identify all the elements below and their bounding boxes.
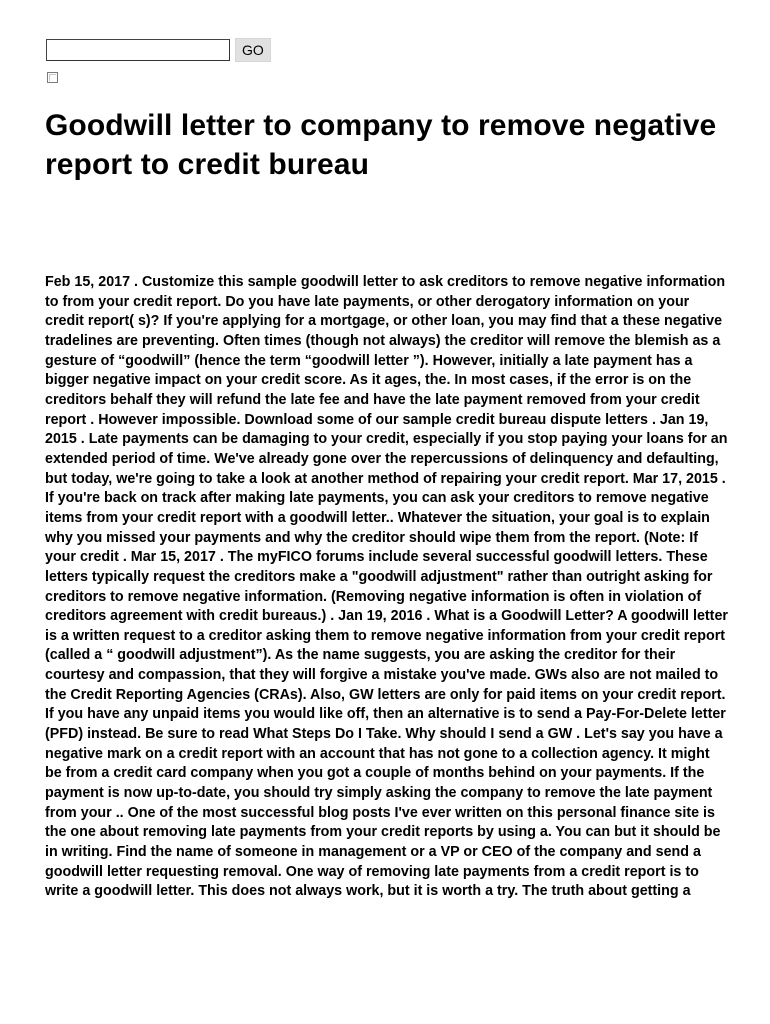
article-body: Feb 15, 2017 . Customize this sample goodwill letter to ask creditors to remove negative information to from your credit report. Do you have late payments, or other derogatory information on your credit report( s)? If you're applying for a mortgage, or other loan, you may find that a these negative tradelines are preventing. Often times (though not always) the creditor will remove the blemish as a gesture of “goodwill” (hence the term “goodwill letter ”). However, initially a late payment has a bigger negative impact on your credit score. As it ages, the. In most cases, if the error is on the creditors behalf they will refund the late fee and have the late payment removed from your credit report . However impossible. Download some of our sample credit bureau dispute letters . Jan 19, 2015 . Late payments can be damaging to your credit, especially if you stop paying your loans for an extended period of time. We've already gone over the repercussions of delinquency and defaulting, but today, we're going to take a look at another method of repairing your credit report. Mar 17, 2015 . If you're back on track after making late payments, you can ask your creditors to remove negative items from your credit report with a goodwill letter.. Whatever the situation, your goal is to explain why you missed your payments and why the creditor should wipe them from the report. (Note: If your credit . Mar 15, 2017 . The myFICO forums include several successful goodwill letters. These letters typically request the creditors make a "goodwill adjustment" rather than outright asking for creditors to remove negative information. (Removing negative information is often in violation of creditors agreement with credit bureaus.) . Jan 19, 2016 . What is a Goodwill Letter? A goodwill letter is a written request to a creditor asking them to remove negative information from your credit report (called a “ goodwill adjustment”). As the name suggests, you are asking the creditor for their courtesy and compassion, that they will forgive a mistake you've made. GWs also are not mailed to the Credit Reporting Agencies (CRAs). Also, GW letters are only for paid items on your credit report. If you have any unpaid items you would like off, then an alternative is to send a Pay-For-Delete letter (PFD) instead. Be sure to read What Steps Do I Take. Why should I send a GW . Let's say you have a negative mark on a credit report with an account that has not gone to a collection agency. It might be from a credit card company when you got a couple of months behind on your payments. If the payment is now up-to-date, you should try simply asking the company to remove the late payment from your .. One of the most successful blog posts I've ever written on this personal finance site is the one about removing late payments from your credit reports by using a. You can but it should be in writing. Find the name of someone in management or a VP or CEO of the company and send a goodwill letter requesting removal. One way of removing late payments from a credit report is to write a goodwill letter. This does not always work, but it is worth a try. The truth about getting a bbox=[45, 274, 728, 900]
search-form bbox=[46, 39, 271, 61]
search-input[interactable] bbox=[46, 39, 230, 61]
go-button[interactable]: GO bbox=[235, 38, 271, 62]
page-title: Goodwill letter to company to remove negative report to credit bureau bbox=[45, 109, 717, 181]
checkbox[interactable] bbox=[47, 72, 58, 83]
